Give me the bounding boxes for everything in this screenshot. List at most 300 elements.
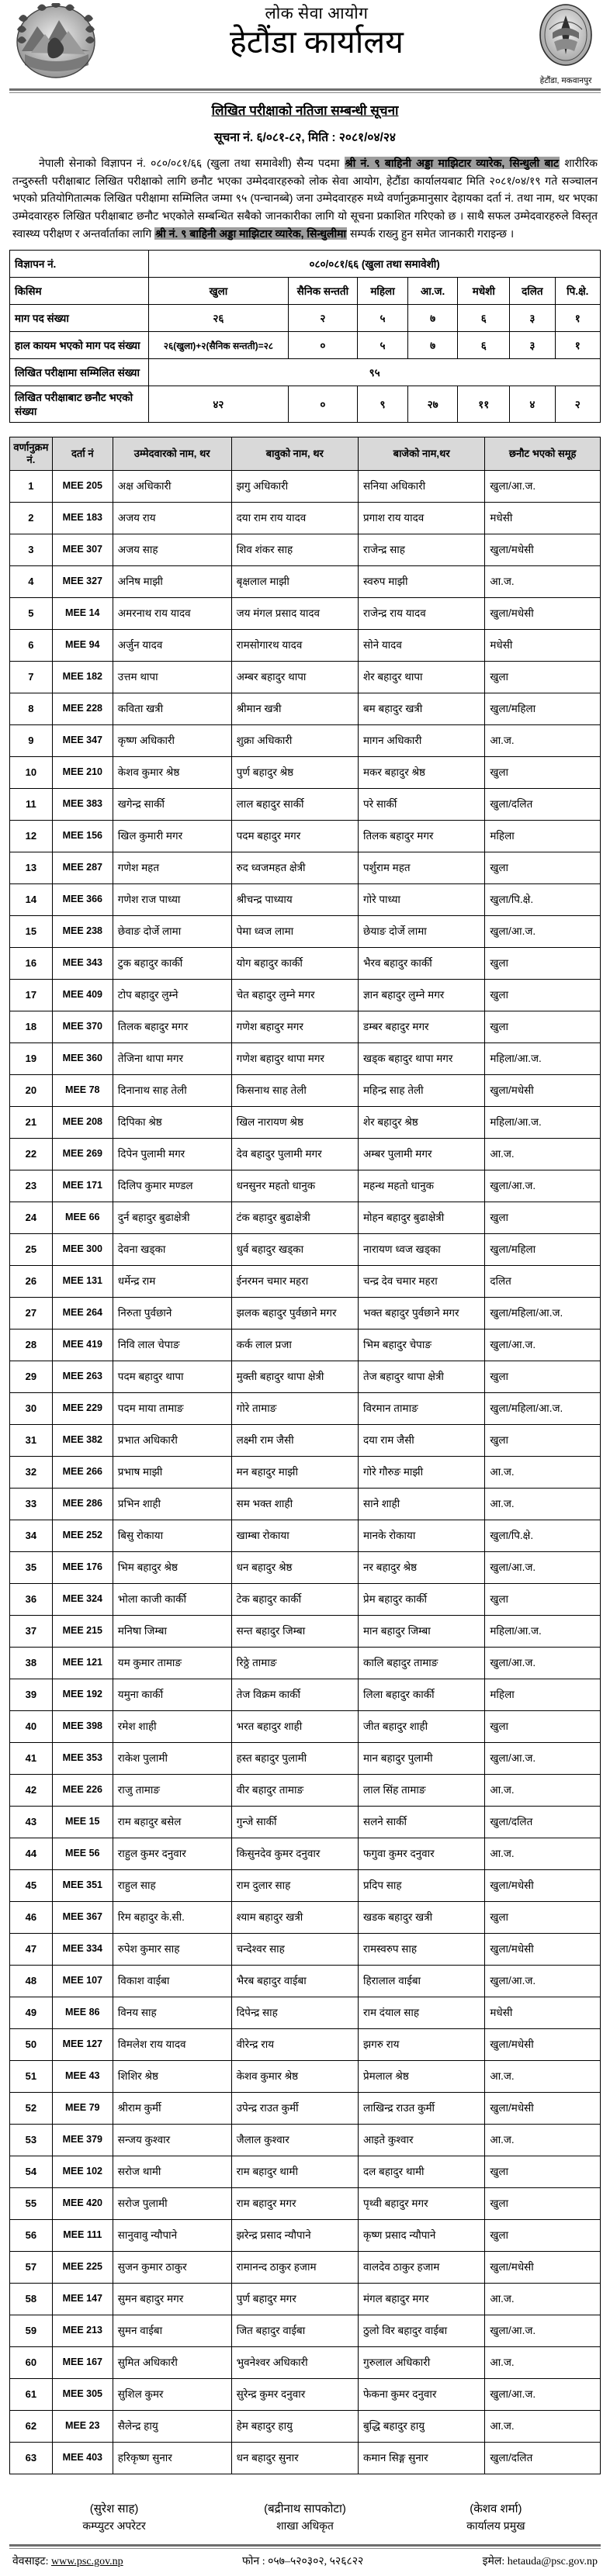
cell-selected-group: खुला — [485, 980, 601, 1011]
table-row — [10, 2315, 601, 2347]
cell-registration: MEE 127 — [52, 2029, 113, 2061]
cell-serial: 3 — [10, 534, 53, 566]
selected-sainik: ० — [288, 386, 358, 423]
cell-candidate-name: विनय साह — [113, 1997, 231, 2029]
cell-father-name: शिव शंकर साह — [231, 534, 358, 566]
cell-father-name: केशव कुमार श्रेष्ठ — [231, 2061, 358, 2093]
cell-father-name: रुद ध्वजमहत क्षेत्री — [231, 852, 358, 884]
table-row — [10, 1997, 601, 2029]
cell-registration: MEE 286 — [52, 1489, 113, 1520]
cell-registration: MEE 225 — [52, 2252, 113, 2284]
cell-serial: 6 — [10, 630, 53, 662]
cell-selected-group: खुला — [485, 1902, 601, 1934]
table-row — [10, 980, 601, 1011]
cell-grandfather-name: खड्क बहादुर थापा मगर — [358, 1043, 484, 1075]
cell-father-name: हस्त बहादुर पुलामी — [231, 1743, 358, 1775]
table-row — [10, 1902, 601, 1934]
cell-candidate-name: सुशिल कुमर — [113, 2379, 231, 2411]
cell-registration: MEE 176 — [52, 1552, 113, 1584]
cell-selected-group: आ.ज. — [485, 2284, 601, 2315]
cell-selected-group: आ.ज. — [485, 2411, 601, 2443]
cell-grandfather-name: मान बहादुर पुलामी — [358, 1743, 484, 1775]
cell-father-name: झगु अधिकारी — [231, 471, 358, 503]
cell-grandfather-name: तेज बहादुर थापा क्षेत्री — [358, 1361, 484, 1393]
cell-father-name: धन बहादुर सुनार — [231, 2443, 358, 2474]
cell-candidate-name: देवना खड्का — [113, 1234, 231, 1266]
cell-father-name: पदम बहादुर मगर — [231, 821, 358, 852]
emblem-caption: हेटौंडा, मकवानपुर — [539, 76, 592, 85]
cell-selected-group: खुला/महिला — [485, 1234, 601, 1266]
cell-selected-group: खुला/मधेसी — [485, 534, 601, 566]
cell-registration: MEE 263 — [52, 1361, 113, 1393]
email-value[interactable]: hetauda@psc.gov.np — [507, 2556, 598, 2568]
signature-block — [20, 2501, 590, 2533]
table-row — [10, 534, 601, 566]
cell-registration: MEE 121 — [52, 1648, 113, 1679]
advertisement-value: ०८०/०८१/६६ (खुला तथा समावेशी) — [149, 251, 601, 278]
table-row — [10, 1457, 601, 1489]
cell-grandfather-name: बम बहादुर खत्री — [358, 693, 484, 725]
cell-serial: 7 — [10, 662, 53, 693]
cell-grandfather-name: महिन्द्र साह तेली — [358, 1075, 484, 1107]
cell-registration: MEE 366 — [52, 884, 113, 916]
cell-registration: MEE 183 — [52, 503, 113, 534]
cell-serial: 51 — [10, 2061, 53, 2093]
table-row — [10, 1807, 601, 1838]
cell-father-name: गणेश बहादुर मगर — [231, 1011, 358, 1043]
cell-selected-group: मधेसी — [485, 630, 601, 662]
cell-candidate-name: विमलेश राय यादव — [113, 2029, 231, 2061]
cell-grandfather-name: जीत बहादुर शाही — [358, 1711, 484, 1743]
cell-selected-group: खुला/आ.ज. — [485, 471, 601, 503]
cell-grandfather-name: परे सार्की — [358, 789, 484, 821]
table-row — [10, 503, 601, 534]
cell-candidate-name: हरिकृष्ण सुनार — [113, 2443, 231, 2474]
table-row — [10, 630, 601, 662]
cell-candidate-name: दिलिप कुमार मण्डल — [113, 1170, 231, 1202]
cell-registration: MEE 409 — [52, 980, 113, 1011]
website-link[interactable]: www.psc.gov.np — [50, 2556, 123, 2568]
table-row — [10, 789, 601, 821]
cell-serial: 4 — [10, 566, 53, 598]
current-dalit: ३ — [510, 332, 555, 359]
cell-serial: 2 — [10, 503, 53, 534]
cell-registration: MEE 107 — [52, 1966, 113, 1997]
signature-computer-operator — [20, 2501, 208, 2533]
cell-father-name: राम बहादुर मगर — [231, 2188, 358, 2220]
table-row — [10, 1234, 601, 1266]
cell-candidate-name: गणेश राज पाध्या — [113, 884, 231, 916]
cell-serial: 53 — [10, 2125, 53, 2156]
cell-selected-group: आ.ज. — [485, 2347, 601, 2379]
cell-father-name: चेत बहादुर लुम्ने मगर — [231, 980, 358, 1011]
cell-candidate-name: राहुल साह — [113, 1870, 231, 1902]
col-header-khula: खुला — [149, 278, 288, 305]
cell-candidate-name: सुजन कुमार ठाकुर — [113, 2252, 231, 2284]
cell-grandfather-name: फेकना कुमर दनुवार — [358, 2379, 484, 2411]
footer-email — [483, 2554, 598, 2568]
cell-registration: MEE 15 — [52, 1807, 113, 1838]
cell-serial: 54 — [10, 2156, 53, 2188]
appeared-label: लिखित परीक्षामा सम्मिलित संख्या — [10, 359, 149, 386]
cell-father-name: लक्ष्मी राम जैसी — [231, 1425, 358, 1457]
cell-candidate-name: अमरनाथ राय यादव — [113, 598, 231, 630]
cell-selected-group: महिला — [485, 821, 601, 852]
cell-serial: 57 — [10, 2252, 53, 2284]
cell-grandfather-name: भिम बहादुर चेपाङ — [358, 1329, 484, 1361]
cell-serial: 49 — [10, 1997, 53, 2029]
table-row — [10, 1934, 601, 1966]
cell-father-name: जित बहादुर वाईबा — [231, 2315, 358, 2347]
cell-grandfather-name: प्रेम बहादुर कार्की — [358, 1584, 484, 1616]
cell-serial: 46 — [10, 1902, 53, 1934]
cell-registration: MEE 305 — [52, 2379, 113, 2411]
cell-candidate-name: सुमन वाईबा — [113, 2315, 231, 2347]
cell-candidate-name: शिशिर श्रेष्ठ — [113, 2061, 231, 2093]
cell-grandfather-name: साने शाही — [358, 1489, 484, 1520]
cell-candidate-name: धर्मेन्द्र राम — [113, 1266, 231, 1298]
cell-grandfather-name: लाखिन्द्र राउत कुर्मी — [358, 2093, 484, 2125]
cell-selected-group: खुला/मधेसी — [485, 1934, 601, 1966]
cell-serial: 16 — [10, 948, 53, 980]
cell-registration: MEE 343 — [52, 948, 113, 980]
cell-father-name: जैलाल कुश्वार — [231, 2125, 358, 2156]
cell-father-name: श्याम बहादुर खत्री — [231, 1902, 358, 1934]
cell-grandfather-name: कमान सिङ्ग सुनार — [358, 2443, 484, 2474]
cell-registration: MEE 324 — [52, 1584, 113, 1616]
cell-father-name: भुवनेश्वर अधिकारी — [231, 2347, 358, 2379]
table-row — [10, 1011, 601, 1043]
cell-candidate-name: सानुवावु न्यौपाने — [113, 2220, 231, 2252]
cell-father-name: खाम्बा रोकाया — [231, 1520, 358, 1552]
cell-serial: 52 — [10, 2093, 53, 2125]
cell-grandfather-name: भैरव बहादुर कार्की — [358, 948, 484, 980]
th-grandfather-name: बाजेको नाम,थर — [358, 437, 484, 471]
cell-serial: 22 — [10, 1139, 53, 1170]
signature-name: (बद्रीनाथ सापकोटा) — [264, 2502, 346, 2516]
table-row — [10, 1552, 601, 1584]
cell-grandfather-name: शेर बहादुर थापा — [358, 662, 484, 693]
cell-selected-group: आ.ज. — [485, 1139, 601, 1170]
summary-row-category-header — [10, 278, 601, 305]
selected-label: लिखित परीक्षाबाट छनौट भएको संख्या — [10, 386, 149, 423]
cell-grandfather-name: मकर बहादुर श्रेष्ठ — [358, 757, 484, 789]
cell-candidate-name: राहुल कुमर दनुवार — [113, 1838, 231, 1870]
psc-seal-icon — [535, 3, 596, 74]
cell-selected-group: खुला — [485, 1711, 601, 1743]
table-row — [10, 884, 601, 916]
cell-candidate-name: प्रभिन शाही — [113, 1489, 231, 1520]
cell-registration: MEE 379 — [52, 2125, 113, 2156]
selected-khula: ४२ — [149, 386, 288, 423]
cell-grandfather-name: कालि बहादुर तामाङ — [358, 1648, 484, 1679]
cell-selected-group: आ.ज. — [485, 566, 601, 598]
cell-grandfather-name: मोहन बहादुर बुढाक्षेत्री — [358, 1202, 484, 1234]
summary-row-appeared — [10, 359, 601, 386]
table-row — [10, 2284, 601, 2315]
cell-registration: MEE 78 — [52, 1075, 113, 1107]
cell-serial: 24 — [10, 1202, 53, 1234]
cell-candidate-name: मनिषा जिम्बा — [113, 1616, 231, 1648]
cell-registration: MEE 111 — [52, 2220, 113, 2252]
cell-registration: MEE 327 — [52, 566, 113, 598]
cell-father-name: किसुनदेव कुमर दनुवार — [231, 1838, 358, 1870]
table-row — [10, 1648, 601, 1679]
cell-serial: 8 — [10, 693, 53, 725]
cell-grandfather-name: तिलक बहादुर मगर — [358, 821, 484, 852]
summary-row-advertisement — [10, 251, 601, 278]
cell-father-name: देव बहादुर पुलामी मगर — [231, 1139, 358, 1170]
cell-registration: MEE 347 — [52, 725, 113, 757]
cell-candidate-name: प्रभाष माझी — [113, 1457, 231, 1489]
cell-father-name: दिपेन्द्र साह — [231, 1997, 358, 2029]
cell-serial: 5 — [10, 598, 53, 630]
cell-candidate-name: निवि लाल चेपाङ — [113, 1329, 231, 1361]
footer-website — [12, 2554, 123, 2568]
summary-row-demanded-posts — [10, 305, 601, 332]
cell-grandfather-name: लिला बहादुर कार्की — [358, 1679, 484, 1711]
cell-candidate-name: प्रभात अधिकारी — [113, 1425, 231, 1457]
cell-candidate-name: तेजिना थापा मगर — [113, 1043, 231, 1075]
advertisement-label: विज्ञापन नं. — [10, 251, 149, 278]
cell-serial: 37 — [10, 1616, 53, 1648]
cell-serial: 42 — [10, 1775, 53, 1807]
cell-grandfather-name: मान बहादुर जिम्बा — [358, 1616, 484, 1648]
cell-candidate-name: सुमन बहादुर मगर — [113, 2284, 231, 2315]
cell-selected-group: खुला/मधेसी — [485, 2093, 601, 2125]
current-mahila: ५ — [358, 332, 408, 359]
cell-selected-group: खुला — [485, 2156, 601, 2188]
cell-grandfather-name: वालदेव ठाकुर हजाम — [358, 2252, 484, 2284]
demanded-madhesi: ६ — [458, 305, 510, 332]
cell-candidate-name: दुर्न बहादुर बुढाक्षेत्री — [113, 1202, 231, 1234]
cell-candidate-name: सन्जय कुश्वार — [113, 2125, 231, 2156]
cell-registration: MEE 215 — [52, 1616, 113, 1648]
table-row — [10, 2156, 601, 2188]
cell-selected-group: खुला — [485, 1361, 601, 1393]
table-row — [10, 662, 601, 693]
cell-registration: MEE 213 — [52, 2315, 113, 2347]
paragraph-part-3: सम्पर्क राख्नु हुन समेत जानकारी गराइन्छ । — [347, 226, 515, 240]
cell-father-name: गोरे तामाङ — [231, 1393, 358, 1425]
cell-candidate-name: दिपिका श्रेष्ठ — [113, 1107, 231, 1139]
nepal-government-emblem — [14, 3, 98, 84]
cell-grandfather-name: मंगल बहादुर मगर — [358, 2284, 484, 2315]
cell-serial: 20 — [10, 1075, 53, 1107]
table-row — [10, 2061, 601, 2093]
table-row — [10, 1266, 601, 1298]
cell-candidate-name: सरोज थामी — [113, 2156, 231, 2188]
cell-serial: 38 — [10, 1648, 53, 1679]
cell-registration: MEE 208 — [52, 1107, 113, 1139]
cell-candidate-name: राजु तामाङ — [113, 1775, 231, 1807]
table-row — [10, 2125, 601, 2156]
col-header-aaja: आ.ज. — [407, 278, 458, 305]
cell-registration: MEE 360 — [52, 1043, 113, 1075]
table-row — [10, 1170, 601, 1202]
cell-registration: MEE 420 — [52, 2188, 113, 2220]
cell-selected-group: खुला/पि.क्षे. — [485, 884, 601, 916]
cell-grandfather-name: खडक बहादुर खत्री — [358, 1902, 484, 1934]
cell-candidate-name: विकाश वाईबा — [113, 1966, 231, 1997]
cell-father-name: शुक्रा अधिकारी — [231, 725, 358, 757]
cell-candidate-name: खिल कुमारी मगर — [113, 821, 231, 852]
cell-serial: 12 — [10, 821, 53, 852]
table-row — [10, 693, 601, 725]
cell-grandfather-name: प्रेमलाल श्रेष्ठ — [358, 2061, 484, 2093]
current-posts-label: हाल कायम भएको माग पद संख्या — [10, 332, 149, 359]
cell-registration: MEE 102 — [52, 2156, 113, 2188]
cell-serial: 45 — [10, 1870, 53, 1902]
cell-selected-group: खुला — [485, 1584, 601, 1616]
cell-selected-group: खुला/मधेसी — [485, 2029, 601, 2061]
cell-grandfather-name: नर बहादुर श्रेष्ठ — [358, 1552, 484, 1584]
selected-dalit: ४ — [510, 386, 555, 423]
cell-candidate-name: राम बहादुर बसेल — [113, 1807, 231, 1838]
cell-father-name: राम बहादुर थामी — [231, 2156, 358, 2188]
cell-serial: 48 — [10, 1966, 53, 1997]
signature-role: कम्प्युटर अपरेटर — [82, 2519, 146, 2533]
cell-registration: MEE 226 — [52, 1775, 113, 1807]
cell-grandfather-name: शेर बहादुर श्रेष्ठ — [358, 1107, 484, 1139]
cell-candidate-name: रुपेश कुमार साह — [113, 1934, 231, 1966]
cell-selected-group: खुला — [485, 2220, 601, 2252]
cell-registration: MEE 287 — [52, 852, 113, 884]
cell-candidate-name: दिनानाथ साह तेली — [113, 1075, 231, 1107]
cell-father-name: सम भक्त शाही — [231, 1489, 358, 1520]
cell-serial: 35 — [10, 1552, 53, 1584]
cell-candidate-name: अजय राय — [113, 503, 231, 534]
cell-selected-group: आ.ज. — [485, 725, 601, 757]
cell-father-name: अम्बर बहादुर थापा — [231, 662, 358, 693]
cell-grandfather-name: कृष्ण प्रसाद न्यौपाने — [358, 2220, 484, 2252]
cell-father-name: भरत बहादुर शाही — [231, 1711, 358, 1743]
cell-candidate-name: केशव कुमार श्रेष्ठ — [113, 757, 231, 789]
summary-table — [9, 250, 601, 423]
cell-serial: 41 — [10, 1743, 53, 1775]
cell-grandfather-name: नारायण ध्वज खड्का — [358, 1234, 484, 1266]
current-aaja: ७ — [407, 332, 458, 359]
cell-serial: 56 — [10, 2220, 53, 2252]
cell-serial: 33 — [10, 1489, 53, 1520]
cell-selected-group: खुला/मधेसी — [485, 1075, 601, 1107]
cell-father-name: किसनाथ साह तेली — [231, 1075, 358, 1107]
selected-aaja: २७ — [407, 386, 458, 423]
cell-serial: 59 — [10, 2315, 53, 2347]
cell-father-name: मन बहादुर माझी — [231, 1457, 358, 1489]
cell-serial: 1 — [10, 471, 53, 503]
cell-father-name: मुक्ती बहादुर थापा क्षेत्री — [231, 1361, 358, 1393]
cell-father-name: टंक बहादुर बुढाक्षेत्री — [231, 1202, 358, 1234]
cell-serial: 15 — [10, 916, 53, 948]
signature-section-officer — [211, 2501, 399, 2533]
appeared-value: ९५ — [149, 359, 601, 386]
table-row — [10, 1743, 601, 1775]
cell-registration: MEE 182 — [52, 662, 113, 693]
cell-grandfather-name: भक्त बहादुर पुर्वछाने मगर — [358, 1298, 484, 1329]
cell-father-name: रामसोगारथ यादव — [231, 630, 358, 662]
table-row — [10, 1966, 601, 1997]
cell-selected-group: आ.ज. — [485, 1489, 601, 1520]
cell-registration: MEE 147 — [52, 2284, 113, 2315]
cell-grandfather-name: छेयाङ दोर्जे लामा — [358, 916, 484, 948]
cell-grandfather-name: राम दंयाल साह — [358, 1997, 484, 2029]
cell-father-name: रिठ्ठे तामाङ — [231, 1648, 358, 1679]
cell-registration: MEE 210 — [52, 757, 113, 789]
cell-registration: MEE 403 — [52, 2443, 113, 2474]
cell-father-name: धनसुनर महतो धानुक — [231, 1170, 358, 1202]
cell-father-name: खिल नारायण श्रेष्ठ — [231, 1107, 358, 1139]
cell-selected-group: मधेसी — [485, 503, 601, 534]
cell-grandfather-name: दल बहादुर थामी — [358, 2156, 484, 2188]
cell-registration: MEE 192 — [52, 1679, 113, 1711]
cell-selected-group: खुला/महिला/आ.ज. — [485, 1393, 601, 1425]
cell-father-name: श्रीमान खत्री — [231, 693, 358, 725]
cell-serial: 30 — [10, 1393, 53, 1425]
organization-name: लोक सेवा आयोग — [265, 4, 369, 22]
table-row — [10, 2411, 601, 2443]
cell-candidate-name: भोला काजी कार्की — [113, 1584, 231, 1616]
th-serial: वर्णानुक्रम नं. — [10, 437, 53, 471]
selected-madhesi: ११ — [458, 386, 510, 423]
cell-candidate-name: राकेश पुलामी — [113, 1743, 231, 1775]
masthead-titles — [98, 3, 535, 61]
demanded-posts-label: माग पद संख्या — [10, 305, 149, 332]
cell-grandfather-name: अम्बर पुलामी मगर — [358, 1139, 484, 1170]
cell-registration: MEE 43 — [52, 2061, 113, 2093]
demanded-aaja: ७ — [407, 305, 458, 332]
cell-registration: MEE 382 — [52, 1425, 113, 1457]
cell-grandfather-name: गोरे गौरुङ माझी — [358, 1457, 484, 1489]
cell-father-name: वीर बहादुर तामाङ — [231, 1775, 358, 1807]
cell-serial: 40 — [10, 1711, 53, 1743]
cell-selected-group: खुला/मधेसी — [485, 598, 601, 630]
cell-registration: MEE 205 — [52, 471, 113, 503]
highlight-unit-1: श्री नं. ९ बाहिनी अड्डा माझिटार व्यारेक, सिन्धुली बाट — [345, 157, 560, 169]
psc-seal — [535, 3, 596, 86]
cell-serial: 39 — [10, 1679, 53, 1711]
cell-registration: MEE 351 — [52, 1870, 113, 1902]
cell-registration: MEE 238 — [52, 916, 113, 948]
cell-candidate-name: भिम बहादुर श्रेष्ठ — [113, 1552, 231, 1584]
table-row — [10, 916, 601, 948]
cell-registration: MEE 266 — [52, 1457, 113, 1489]
cell-selected-group: खुला/दलित — [485, 789, 601, 821]
cell-father-name: उपेन्द्र राउत कुर्मी — [231, 2093, 358, 2125]
cell-registration: MEE 370 — [52, 1011, 113, 1043]
cell-selected-group: खुला — [485, 662, 601, 693]
cell-serial: 19 — [10, 1043, 53, 1075]
paragraph-part-1: नेपाली सेनाको विज्ञापन नं. ०८०/०८१/६६ (खुला तथा समावेशी) सैन्य पदमा — [39, 157, 345, 169]
cell-serial: 21 — [10, 1107, 53, 1139]
cell-candidate-name: दिपेन पुलामी मगर — [113, 1139, 231, 1170]
table-row — [10, 2029, 601, 2061]
cell-registration: MEE 131 — [52, 1266, 113, 1298]
cell-serial: 58 — [10, 2284, 53, 2315]
notice-body-paragraph — [12, 154, 598, 242]
phone-value: ०५७–५२०३०२, ५२६८२२ — [268, 2556, 364, 2568]
office-name: हेटौंडा कार्यालय — [230, 24, 404, 61]
cell-father-name: बृक्षलाल माझी — [231, 566, 358, 598]
cell-grandfather-name: सलने सार्की — [358, 1807, 484, 1838]
cell-selected-group: खुला/आ.ज. — [485, 2315, 601, 2347]
th-father-name: बावुको नाम, थर — [231, 437, 358, 471]
header-divider — [9, 88, 601, 93]
cell-selected-group: आ.ज. — [485, 1838, 601, 1870]
cell-father-name: ईनरमन चमार महरा — [231, 1266, 358, 1298]
cell-serial: 23 — [10, 1170, 53, 1202]
table-row — [10, 1679, 601, 1711]
